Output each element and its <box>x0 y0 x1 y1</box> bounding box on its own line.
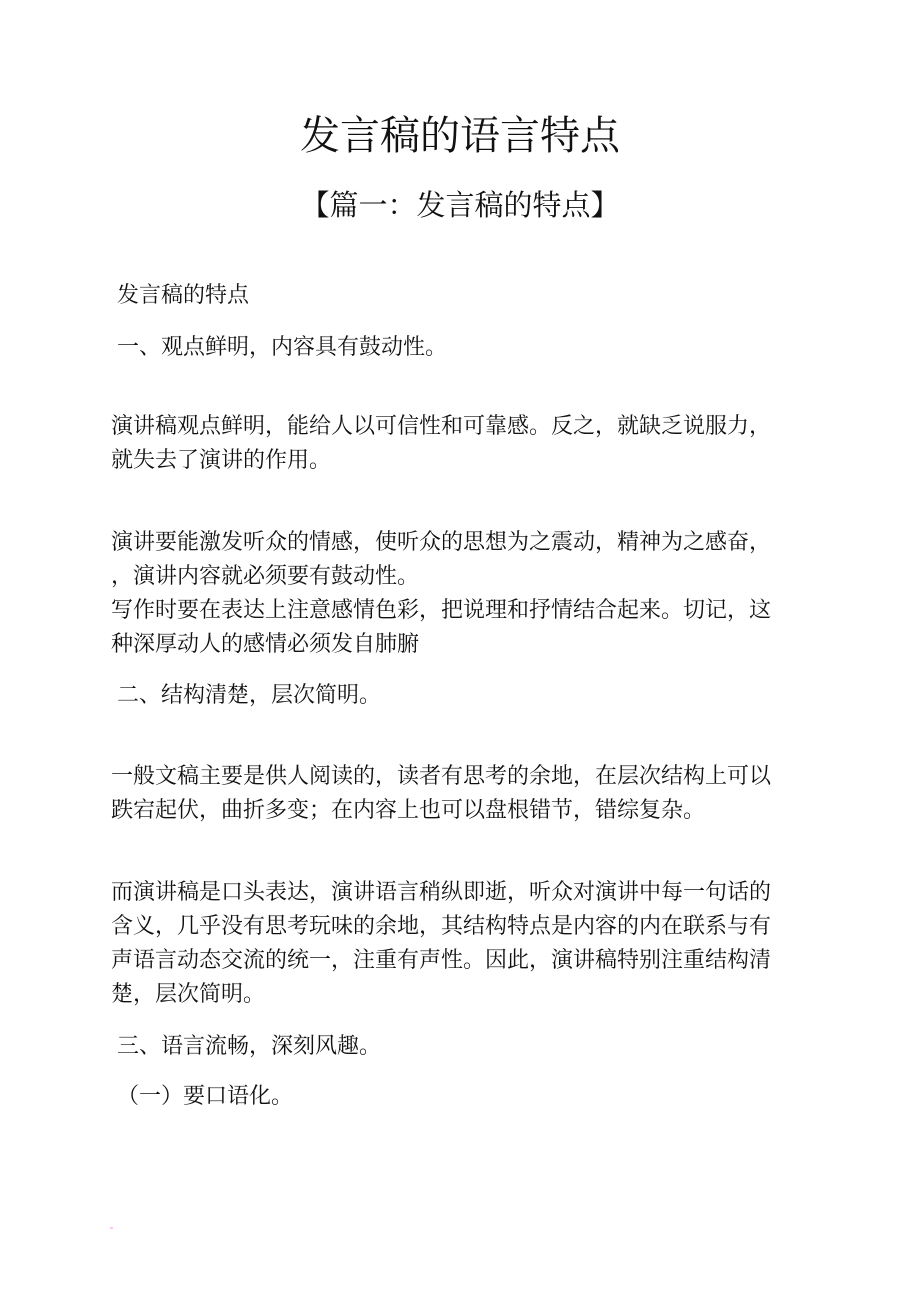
text-line: 跌宕起伏，曲折多变；在内容上也可以盘根错节，错综复杂。 <box>111 798 706 823</box>
text-line: 一般文稿主要是供人阅读的，读者有思考的余地，在层次结构上可以 <box>111 764 772 789</box>
text-line: 种深厚动人的感情必须发自肺腑 <box>111 632 420 657</box>
text-line: 演讲稿观点鲜明，能给人以可信性和可靠感。反之，就缺乏说服力， <box>111 414 772 439</box>
text-line: 演讲要能激发听众的情感，使听众的思想为之震动，精神为之感奋， <box>111 530 772 555</box>
text-line: 楚，层次简明。 <box>111 982 266 1007</box>
point-2-heading: 二、结构清楚，层次简明。 <box>117 683 382 708</box>
point-1-heading: 一、观点鲜明，内容具有鼓动性。 <box>117 335 448 360</box>
document-subtitle: 【篇一：发言稿的特点】 <box>300 188 620 222</box>
text-line: 含义，几乎没有思考玩味的余地，其结构特点是内容的内在联系与有 <box>111 914 772 939</box>
text-line: 声语言动态交流的统一，注重有声性。因此，演讲稿特别注重结构清 <box>111 948 772 973</box>
text-line: 写作时要在表达上注意感情色彩，把说理和抒情结合起来。切记，这 <box>111 598 772 623</box>
text-line: ，演讲内容就必须要有鼓动性。 <box>111 564 420 589</box>
scan-artifact <box>110 1227 113 1229</box>
text-line: 就失去了演讲的作用。 <box>111 448 332 473</box>
point-3-heading: 三、语言流畅，深刻风趣。 <box>117 1034 382 1059</box>
point-1-paragraph-2 <box>111 526 811 662</box>
point-3-subheading-1: （一）要口语化。 <box>117 1084 294 1109</box>
document-title: 发言稿的语言特点 <box>300 113 620 159</box>
point-1-paragraph-1 <box>111 410 811 478</box>
section-heading: 发言稿的特点 <box>117 283 250 308</box>
text-line: 而演讲稿是口头表达，演讲语言稍纵即逝，听众对演讲中每一句话的 <box>111 880 772 905</box>
point-2-paragraph-1 <box>111 760 811 828</box>
point-2-paragraph-2 <box>111 876 811 1012</box>
